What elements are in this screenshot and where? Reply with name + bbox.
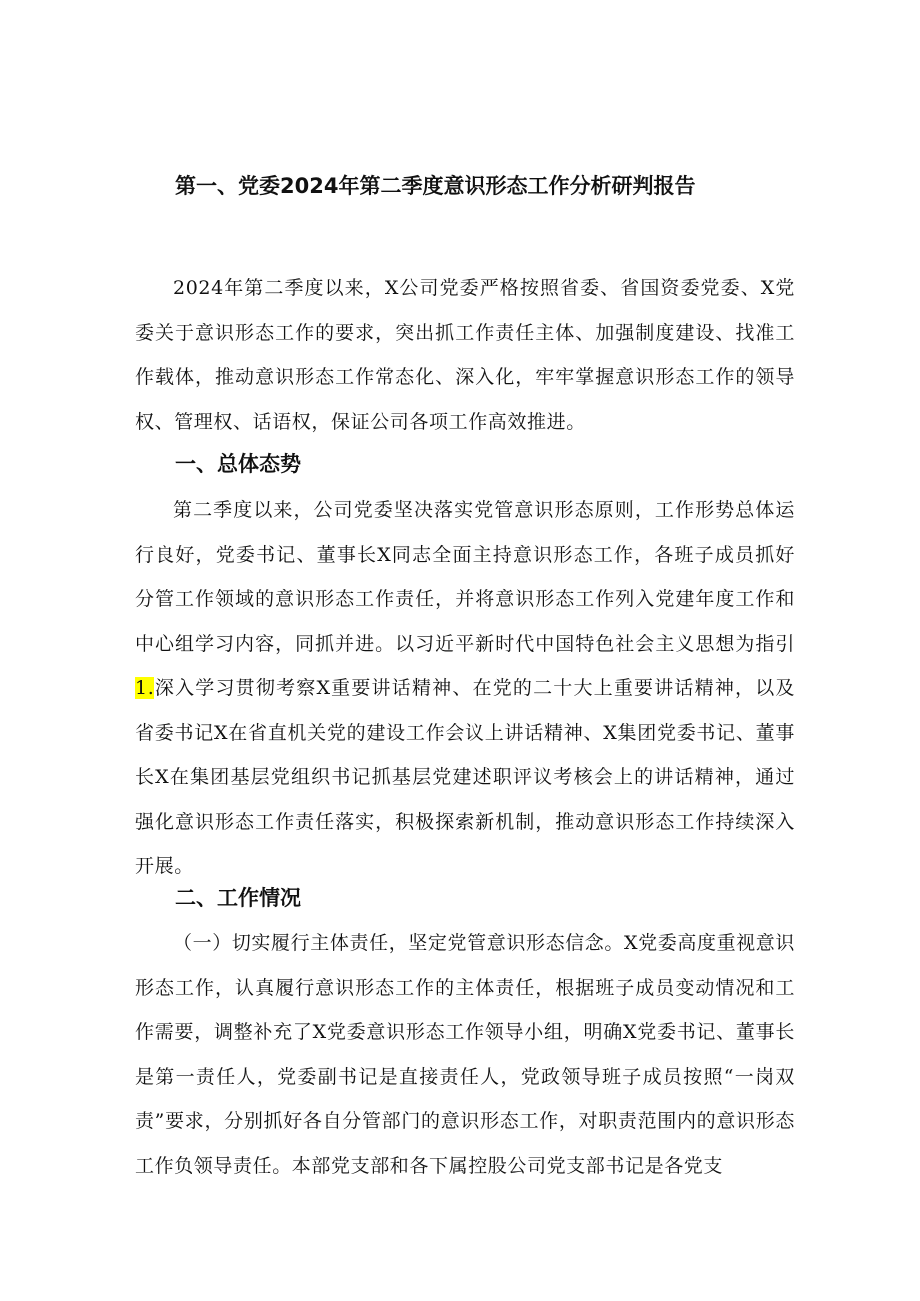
overall-situation-paragraph (135, 488, 795, 889)
section-heading-overall-situation: 一、总体态势 (175, 452, 301, 476)
highlighted-text: 1. (135, 677, 155, 699)
intro-paragraph: 2024年第二季度以来，X公司党委严格按照省委、省国资委党委、X党委关于意识形态工作的要求，突出抓工作责任主体、加强制度建设、找准工作载体，推动意识形态工作常态化、深入化，牢牢掌握意识形态工作的领导权、管理权、话语权，保证公司各项工作高效推进。 (135, 277, 795, 433)
paragraph-text-after-highlight: 深入学习贯彻考察X重要讲话精神、在党的二十大上重要讲话精神，以及省委书记X在省直机关党的建设工作会议上讲话精神、X集团党委书记、董事长X在集团基层党组织书记抓基层党建述职评议考核会上的讲话精神，通过强化意识形态工作责任落实，积极探索新机制，推动意识形态工作持续深入开展。 (135, 677, 795, 877)
section-heading-work-status: 二、工作情况 (175, 886, 301, 910)
work-status-paragraph: （一）切实履行主体责任，坚定党管意识形态信念。X党委高度重视意识形态工作，认真履行意识形态工作的主体责任，根据班子成员变动情况和工作需要，调整补充了X党委意识形态工作领导小组，明确X党委书记、董事长是第一责任人，党委副书记是直接责任人，党政领导班子成员按照“一岗双责”要求，分别抓好各自分管部门的意识形态工作，对职责范围内的意识形态工作负领导责任。本部党支部和各下属控股公司党支部书记是各党支 (135, 932, 795, 1177)
document-title: 第一、党委2024年第二季度意识形态工作分析研判报告 (175, 174, 696, 198)
paragraph-text-before-highlight: 第二季度以来，公司党委坚决落实党管意识形态原则，工作形势总体运行良好，党委书记、董事长X同志全面主持意识形态工作，各班子成员抓好分管工作领域的意识形态工作责任，并将意识形态工作列入党建年度工作和中心组学习内容，同抓并进。以习近平新时代中国特色社会主义思想为指引 (135, 499, 795, 655)
